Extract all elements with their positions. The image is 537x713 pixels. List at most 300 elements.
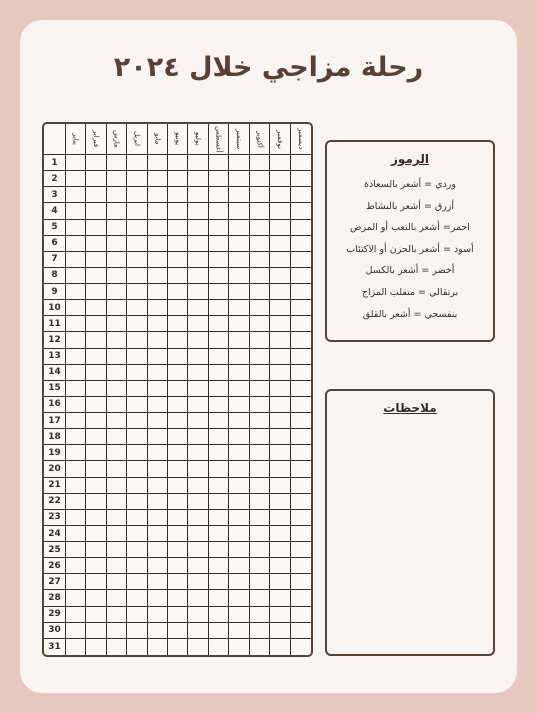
mood-cell[interactable]	[127, 590, 147, 606]
mood-cell[interactable]	[291, 413, 311, 429]
mood-cell[interactable]	[127, 252, 147, 268]
mood-cell[interactable]	[250, 478, 270, 494]
mood-cell[interactable]	[229, 187, 249, 203]
mood-cell[interactable]	[188, 381, 208, 397]
mood-cell[interactable]	[188, 365, 208, 381]
mood-cell[interactable]	[291, 478, 311, 494]
mood-cell[interactable]	[270, 429, 290, 445]
mood-cell[interactable]	[250, 607, 270, 623]
mood-cell[interactable]	[188, 187, 208, 203]
mood-cell[interactable]	[148, 155, 168, 171]
mood-cell[interactable]	[270, 171, 290, 187]
mood-cell[interactable]	[107, 510, 127, 526]
mood-cell[interactable]	[148, 171, 168, 187]
mood-cell[interactable]	[188, 478, 208, 494]
mood-cell[interactable]	[107, 413, 127, 429]
mood-cell[interactable]	[148, 187, 168, 203]
mood-cell[interactable]	[127, 349, 147, 365]
mood-cell[interactable]	[291, 300, 311, 316]
mood-cell[interactable]	[250, 365, 270, 381]
mood-cell[interactable]	[270, 542, 290, 558]
mood-cell[interactable]	[148, 220, 168, 236]
mood-cell[interactable]	[127, 494, 147, 510]
mood-cell[interactable]	[66, 381, 86, 397]
mood-cell[interactable]	[250, 187, 270, 203]
mood-cell[interactable]	[86, 203, 106, 219]
mood-cell[interactable]	[291, 316, 311, 332]
mood-cell[interactable]	[107, 542, 127, 558]
mood-cell[interactable]	[188, 155, 208, 171]
mood-cell[interactable]	[209, 268, 229, 284]
mood-cell[interactable]	[291, 510, 311, 526]
mood-cell[interactable]	[107, 574, 127, 590]
mood-cell[interactable]	[270, 349, 290, 365]
mood-cell[interactable]	[188, 542, 208, 558]
mood-cell[interactable]	[168, 220, 188, 236]
mood-cell[interactable]	[107, 284, 127, 300]
mood-cell[interactable]	[107, 397, 127, 413]
mood-cell[interactable]	[291, 155, 311, 171]
mood-cell[interactable]	[107, 607, 127, 623]
mood-cell[interactable]	[86, 349, 106, 365]
mood-cell[interactable]	[127, 171, 147, 187]
mood-cell[interactable]	[270, 461, 290, 477]
mood-cell[interactable]	[107, 365, 127, 381]
mood-cell[interactable]	[127, 365, 147, 381]
mood-cell[interactable]	[148, 639, 168, 655]
mood-cell[interactable]	[270, 607, 290, 623]
mood-cell[interactable]	[107, 381, 127, 397]
mood-cell[interactable]	[270, 574, 290, 590]
mood-cell[interactable]	[168, 413, 188, 429]
mood-cell[interactable]	[229, 574, 249, 590]
mood-cell[interactable]	[250, 623, 270, 639]
mood-cell[interactable]	[291, 558, 311, 574]
mood-cell[interactable]	[270, 381, 290, 397]
mood-cell[interactable]	[250, 639, 270, 655]
mood-cell[interactable]	[270, 252, 290, 268]
mood-cell[interactable]	[188, 268, 208, 284]
mood-cell[interactable]	[148, 445, 168, 461]
mood-cell[interactable]	[86, 171, 106, 187]
mood-cell[interactable]	[229, 349, 249, 365]
mood-cell[interactable]	[188, 284, 208, 300]
mood-cell[interactable]	[168, 429, 188, 445]
mood-cell[interactable]	[188, 639, 208, 655]
mood-cell[interactable]	[188, 332, 208, 348]
mood-cell[interactable]	[270, 284, 290, 300]
mood-cell[interactable]	[270, 478, 290, 494]
mood-cell[interactable]	[107, 429, 127, 445]
mood-cell[interactable]	[148, 461, 168, 477]
mood-cell[interactable]	[66, 574, 86, 590]
mood-cell[interactable]	[250, 284, 270, 300]
mood-cell[interactable]	[209, 558, 229, 574]
mood-cell[interactable]	[168, 300, 188, 316]
mood-cell[interactable]	[229, 510, 249, 526]
mood-cell[interactable]	[229, 445, 249, 461]
mood-cell[interactable]	[188, 429, 208, 445]
mood-cell[interactable]	[168, 268, 188, 284]
mood-cell[interactable]	[66, 639, 86, 655]
mood-cell[interactable]	[250, 429, 270, 445]
mood-cell[interactable]	[291, 365, 311, 381]
mood-cell[interactable]	[209, 639, 229, 655]
mood-cell[interactable]	[270, 558, 290, 574]
mood-cell[interactable]	[148, 429, 168, 445]
mood-cell[interactable]	[168, 623, 188, 639]
mood-cell[interactable]	[66, 332, 86, 348]
mood-cell[interactable]	[209, 236, 229, 252]
mood-cell[interactable]	[250, 300, 270, 316]
mood-cell[interactable]	[86, 445, 106, 461]
mood-cell[interactable]	[188, 220, 208, 236]
mood-cell[interactable]	[188, 623, 208, 639]
mood-cell[interactable]	[66, 590, 86, 606]
mood-cell[interactable]	[86, 413, 106, 429]
mood-cell[interactable]	[209, 445, 229, 461]
mood-cell[interactable]	[148, 365, 168, 381]
mood-cell[interactable]	[291, 252, 311, 268]
mood-cell[interactable]	[291, 397, 311, 413]
mood-cell[interactable]	[229, 494, 249, 510]
mood-cell[interactable]	[188, 413, 208, 429]
mood-cell[interactable]	[209, 365, 229, 381]
mood-cell[interactable]	[86, 429, 106, 445]
mood-cell[interactable]	[270, 590, 290, 606]
mood-cell[interactable]	[188, 526, 208, 542]
mood-cell[interactable]	[229, 429, 249, 445]
mood-cell[interactable]	[270, 639, 290, 655]
mood-cell[interactable]	[148, 381, 168, 397]
mood-cell[interactable]	[66, 268, 86, 284]
mood-cell[interactable]	[66, 445, 86, 461]
mood-cell[interactable]	[188, 316, 208, 332]
mood-cell[interactable]	[107, 461, 127, 477]
mood-cell[interactable]	[66, 316, 86, 332]
mood-cell[interactable]	[291, 461, 311, 477]
mood-cell[interactable]	[148, 413, 168, 429]
mood-cell[interactable]	[209, 332, 229, 348]
mood-cell[interactable]	[66, 252, 86, 268]
mood-cell[interactable]	[127, 526, 147, 542]
mood-cell[interactable]	[107, 155, 127, 171]
mood-cell[interactable]	[66, 542, 86, 558]
mood-cell[interactable]	[209, 381, 229, 397]
mood-cell[interactable]	[250, 494, 270, 510]
mood-cell[interactable]	[209, 461, 229, 477]
mood-cell[interactable]	[229, 316, 249, 332]
mood-cell[interactable]	[127, 429, 147, 445]
mood-cell[interactable]	[107, 526, 127, 542]
mood-cell[interactable]	[229, 526, 249, 542]
mood-cell[interactable]	[107, 316, 127, 332]
mood-cell[interactable]	[107, 220, 127, 236]
mood-cell[interactable]	[229, 252, 249, 268]
mood-cell[interactable]	[66, 171, 86, 187]
mood-cell[interactable]	[270, 510, 290, 526]
mood-cell[interactable]	[86, 526, 106, 542]
mood-cell[interactable]	[188, 510, 208, 526]
mood-cell[interactable]	[209, 187, 229, 203]
mood-cell[interactable]	[209, 171, 229, 187]
mood-cell[interactable]	[127, 510, 147, 526]
mood-cell[interactable]	[250, 252, 270, 268]
mood-cell[interactable]	[291, 429, 311, 445]
mood-cell[interactable]	[127, 236, 147, 252]
mood-cell[interactable]	[86, 300, 106, 316]
mood-cell[interactable]	[168, 316, 188, 332]
mood-cell[interactable]	[209, 494, 229, 510]
mood-cell[interactable]	[270, 187, 290, 203]
mood-cell[interactable]	[270, 300, 290, 316]
mood-cell[interactable]	[168, 639, 188, 655]
mood-cell[interactable]	[229, 558, 249, 574]
mood-cell[interactable]	[66, 397, 86, 413]
mood-cell[interactable]	[148, 332, 168, 348]
mood-cell[interactable]	[66, 413, 86, 429]
mood-cell[interactable]	[188, 203, 208, 219]
mood-cell[interactable]	[148, 590, 168, 606]
mood-cell[interactable]	[127, 268, 147, 284]
mood-cell[interactable]	[127, 187, 147, 203]
mood-cell[interactable]	[168, 478, 188, 494]
mood-cell[interactable]	[250, 236, 270, 252]
mood-cell[interactable]	[291, 574, 311, 590]
mood-cell[interactable]	[168, 542, 188, 558]
mood-cell[interactable]	[188, 171, 208, 187]
mood-cell[interactable]	[270, 413, 290, 429]
mood-cell[interactable]	[127, 220, 147, 236]
mood-cell[interactable]	[107, 590, 127, 606]
mood-cell[interactable]	[291, 639, 311, 655]
mood-cell[interactable]	[209, 574, 229, 590]
mood-cell[interactable]	[168, 155, 188, 171]
mood-cell[interactable]	[229, 639, 249, 655]
mood-cell[interactable]	[188, 236, 208, 252]
mood-cell[interactable]	[250, 155, 270, 171]
mood-cell[interactable]	[168, 397, 188, 413]
mood-cell[interactable]	[168, 574, 188, 590]
mood-cell[interactable]	[250, 268, 270, 284]
mood-cell[interactable]	[168, 365, 188, 381]
mood-cell[interactable]	[127, 300, 147, 316]
mood-cell[interactable]	[86, 365, 106, 381]
mood-cell[interactable]	[209, 252, 229, 268]
mood-cell[interactable]	[66, 429, 86, 445]
mood-cell[interactable]	[86, 590, 106, 606]
mood-cell[interactable]	[209, 397, 229, 413]
mood-cell[interactable]	[148, 349, 168, 365]
mood-cell[interactable]	[127, 413, 147, 429]
mood-cell[interactable]	[291, 268, 311, 284]
mood-cell[interactable]	[188, 300, 208, 316]
mood-cell[interactable]	[86, 461, 106, 477]
mood-cell[interactable]	[270, 236, 290, 252]
mood-cell[interactable]	[168, 236, 188, 252]
mood-cell[interactable]	[270, 445, 290, 461]
mood-cell[interactable]	[86, 187, 106, 203]
mood-cell[interactable]	[291, 171, 311, 187]
mood-cell[interactable]	[148, 558, 168, 574]
mood-cell[interactable]	[127, 461, 147, 477]
mood-cell[interactable]	[66, 365, 86, 381]
mood-cell[interactable]	[148, 284, 168, 300]
mood-cell[interactable]	[148, 203, 168, 219]
mood-cell[interactable]	[127, 623, 147, 639]
mood-cell[interactable]	[168, 558, 188, 574]
mood-cell[interactable]	[66, 558, 86, 574]
mood-cell[interactable]	[148, 623, 168, 639]
mood-cell[interactable]	[86, 639, 106, 655]
mood-cell[interactable]	[188, 349, 208, 365]
mood-cell[interactable]	[127, 332, 147, 348]
mood-cell[interactable]	[148, 236, 168, 252]
mood-cell[interactable]	[148, 542, 168, 558]
mood-cell[interactable]	[229, 268, 249, 284]
mood-cell[interactable]	[86, 252, 106, 268]
mood-cell[interactable]	[66, 187, 86, 203]
mood-cell[interactable]	[107, 494, 127, 510]
mood-cell[interactable]	[209, 607, 229, 623]
mood-cell[interactable]	[291, 494, 311, 510]
mood-cell[interactable]	[148, 494, 168, 510]
mood-cell[interactable]	[209, 300, 229, 316]
mood-cell[interactable]	[209, 220, 229, 236]
mood-cell[interactable]	[168, 349, 188, 365]
mood-cell[interactable]	[168, 461, 188, 477]
mood-cell[interactable]	[250, 413, 270, 429]
mood-cell[interactable]	[168, 187, 188, 203]
mood-cell[interactable]	[148, 268, 168, 284]
mood-cell[interactable]	[229, 381, 249, 397]
mood-cell[interactable]	[250, 542, 270, 558]
mood-cell[interactable]	[127, 155, 147, 171]
mood-cell[interactable]	[270, 332, 290, 348]
mood-cell[interactable]	[127, 203, 147, 219]
mood-cell[interactable]	[188, 590, 208, 606]
mood-cell[interactable]	[86, 316, 106, 332]
mood-cell[interactable]	[148, 510, 168, 526]
mood-cell[interactable]	[250, 526, 270, 542]
mood-cell[interactable]	[291, 187, 311, 203]
mood-cell[interactable]	[168, 203, 188, 219]
mood-cell[interactable]	[229, 542, 249, 558]
mood-cell[interactable]	[86, 510, 106, 526]
mood-cell[interactable]	[148, 316, 168, 332]
mood-cell[interactable]	[148, 478, 168, 494]
mood-cell[interactable]	[107, 478, 127, 494]
mood-cell[interactable]	[291, 284, 311, 300]
mood-cell[interactable]	[127, 542, 147, 558]
mood-cell[interactable]	[291, 590, 311, 606]
mood-cell[interactable]	[291, 381, 311, 397]
mood-cell[interactable]	[229, 284, 249, 300]
mood-cell[interactable]	[66, 510, 86, 526]
mood-cell[interactable]	[168, 284, 188, 300]
mood-cell[interactable]	[291, 445, 311, 461]
mood-cell[interactable]	[209, 478, 229, 494]
mood-cell[interactable]	[209, 284, 229, 300]
mood-cell[interactable]	[127, 478, 147, 494]
mood-cell[interactable]	[168, 607, 188, 623]
mood-cell[interactable]	[250, 171, 270, 187]
mood-cell[interactable]	[270, 220, 290, 236]
mood-cell[interactable]	[107, 187, 127, 203]
mood-cell[interactable]	[229, 397, 249, 413]
mood-cell[interactable]	[270, 268, 290, 284]
mood-cell[interactable]	[270, 397, 290, 413]
mood-cell[interactable]	[188, 445, 208, 461]
mood-cell[interactable]	[229, 461, 249, 477]
mood-cell[interactable]	[107, 300, 127, 316]
mood-cell[interactable]	[250, 349, 270, 365]
mood-cell[interactable]	[148, 300, 168, 316]
mood-cell[interactable]	[209, 590, 229, 606]
mood-cell[interactable]	[291, 332, 311, 348]
mood-cell[interactable]	[168, 510, 188, 526]
mood-cell[interactable]	[188, 607, 208, 623]
mood-cell[interactable]	[66, 220, 86, 236]
mood-cell[interactable]	[209, 429, 229, 445]
mood-cell[interactable]	[148, 607, 168, 623]
mood-cell[interactable]	[209, 316, 229, 332]
mood-cell[interactable]	[66, 155, 86, 171]
mood-cell[interactable]	[209, 510, 229, 526]
mood-cell[interactable]	[66, 526, 86, 542]
mood-cell[interactable]	[107, 639, 127, 655]
mood-cell[interactable]	[168, 445, 188, 461]
mood-cell[interactable]	[66, 607, 86, 623]
mood-cell[interactable]	[86, 284, 106, 300]
mood-cell[interactable]	[86, 542, 106, 558]
mood-cell[interactable]	[229, 478, 249, 494]
mood-cell[interactable]	[127, 445, 147, 461]
mood-cell[interactable]	[86, 155, 106, 171]
mood-cell[interactable]	[188, 558, 208, 574]
mood-cell[interactable]	[66, 494, 86, 510]
mood-cell[interactable]	[127, 381, 147, 397]
mood-cell[interactable]	[86, 268, 106, 284]
mood-cell[interactable]	[86, 381, 106, 397]
mood-cell[interactable]	[86, 397, 106, 413]
mood-cell[interactable]	[66, 349, 86, 365]
mood-cell[interactable]	[188, 461, 208, 477]
mood-cell[interactable]	[66, 284, 86, 300]
mood-cell[interactable]	[127, 607, 147, 623]
mood-cell[interactable]	[270, 526, 290, 542]
mood-cell[interactable]	[229, 171, 249, 187]
mood-cell[interactable]	[107, 623, 127, 639]
mood-cell[interactable]	[229, 590, 249, 606]
mood-cell[interactable]	[250, 558, 270, 574]
mood-cell[interactable]	[127, 316, 147, 332]
mood-cell[interactable]	[168, 590, 188, 606]
mood-cell[interactable]	[229, 300, 249, 316]
mood-cell[interactable]	[168, 252, 188, 268]
mood-cell[interactable]	[270, 494, 290, 510]
mood-cell[interactable]	[168, 332, 188, 348]
mood-cell[interactable]	[86, 332, 106, 348]
mood-cell[interactable]	[229, 236, 249, 252]
mood-cell[interactable]	[291, 349, 311, 365]
mood-cell[interactable]	[291, 203, 311, 219]
mood-cell[interactable]	[127, 284, 147, 300]
mood-cell[interactable]	[291, 542, 311, 558]
mood-cell[interactable]	[107, 236, 127, 252]
notes-box[interactable]	[325, 389, 495, 656]
mood-cell[interactable]	[209, 526, 229, 542]
